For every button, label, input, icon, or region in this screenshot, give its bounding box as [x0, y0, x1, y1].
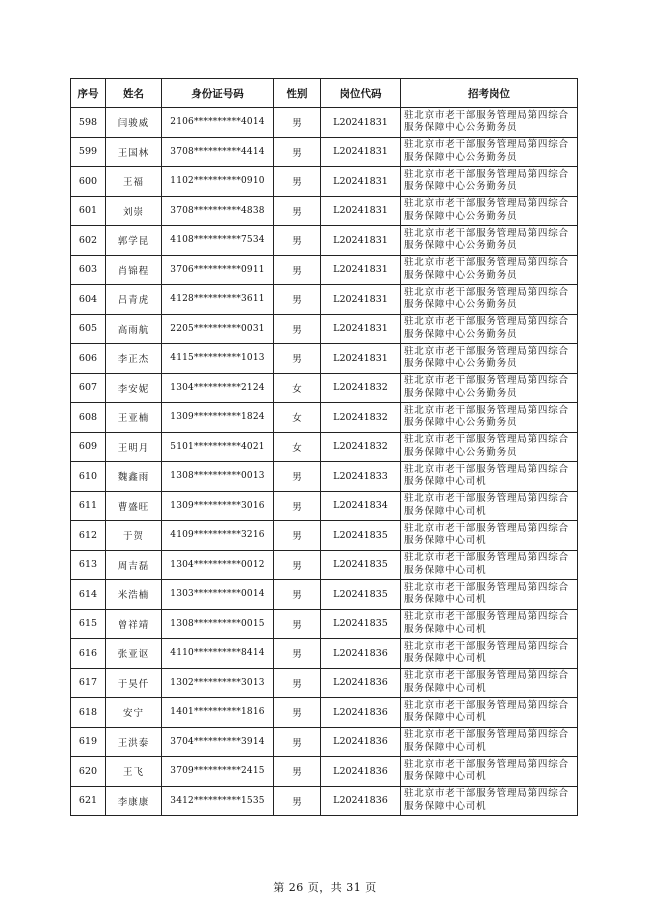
cell-serial-number: 601: [71, 196, 106, 226]
cell-serial-number: 603: [71, 255, 106, 285]
header-id-number: 身份证号码: [162, 79, 274, 108]
table-row: [71, 639, 578, 669]
cell-id-number: 2106**********4014: [162, 108, 274, 138]
cell-post-title: 驻北京市老干部服务管理局第四综合服务保障中心司机: [401, 580, 578, 610]
cell-gender: 男: [274, 137, 321, 167]
cell-post-code: L20241834: [321, 491, 401, 521]
cell-id-number: 4108**********7534: [162, 226, 274, 256]
cell-post-code: L20241836: [321, 639, 401, 669]
cell-gender: 男: [274, 314, 321, 344]
cell-id-number: 1308**********0013: [162, 462, 274, 492]
table-row: [71, 255, 578, 285]
cell-post-title: 驻北京市老干部服务管理局第四综合服务保障中心司机: [401, 609, 578, 639]
cell-name: 王福: [106, 167, 162, 197]
cell-serial-number: 614: [71, 580, 106, 610]
cell-serial-number: 605: [71, 314, 106, 344]
table-row: [71, 727, 578, 757]
cell-post-code: L20241836: [321, 698, 401, 728]
cell-gender: 男: [274, 108, 321, 138]
cell-post-title: 驻北京市老干部服务管理局第四综合服务保障中心公务勤务员: [401, 432, 578, 462]
cell-id-number: 1308**********0015: [162, 609, 274, 639]
cell-id-number: 4110**********8414: [162, 639, 274, 669]
cell-serial-number: 600: [71, 167, 106, 197]
cell-name: 肖锦程: [106, 255, 162, 285]
cell-name: 王明月: [106, 432, 162, 462]
cell-gender: 男: [274, 786, 321, 816]
cell-post-title: 驻北京市老干部服务管理局第四综合服务保障中心公务勤务员: [401, 403, 578, 433]
cell-post-code: L20241831: [321, 226, 401, 256]
cell-id-number: 5101**********4021: [162, 432, 274, 462]
cell-gender: 男: [274, 698, 321, 728]
cell-id-number: 1303**********0014: [162, 580, 274, 610]
cell-name: 安宁: [106, 698, 162, 728]
cell-gender: 女: [274, 403, 321, 433]
cell-name: 高雨航: [106, 314, 162, 344]
cell-id-number: 2205**********0031: [162, 314, 274, 344]
cell-post-title: 驻北京市老干部服务管理局第四综合服务保障中心公务勤务员: [401, 226, 578, 256]
cell-serial-number: 620: [71, 757, 106, 787]
table-row: [71, 491, 578, 521]
cell-post-title: 驻北京市老干部服务管理局第四综合服务保障中心公务勤务员: [401, 108, 578, 138]
table-row: [71, 196, 578, 226]
cell-post-title: 驻北京市老干部服务管理局第四综合服务保障中心公务勤务员: [401, 255, 578, 285]
cell-id-number: 4128**********3611: [162, 285, 274, 315]
cell-gender: 男: [274, 727, 321, 757]
cell-gender: 男: [274, 757, 321, 787]
cell-id-number: 1304**********2124: [162, 373, 274, 403]
cell-serial-number: 610: [71, 462, 106, 492]
cell-name: 于昊仟: [106, 668, 162, 698]
cell-gender: 男: [274, 668, 321, 698]
cell-serial-number: 604: [71, 285, 106, 315]
cell-post-code: L20241835: [321, 580, 401, 610]
header-post-title: 招考岗位: [401, 79, 578, 108]
cell-serial-number: 619: [71, 727, 106, 757]
cell-post-code: L20241831: [321, 196, 401, 226]
cell-serial-number: 616: [71, 639, 106, 669]
cell-name: 闫骏威: [106, 108, 162, 138]
cell-id-number: 1309**********3016: [162, 491, 274, 521]
cell-post-title: 驻北京市老干部服务管理局第四综合服务保障中心司机: [401, 668, 578, 698]
cell-gender: 男: [274, 609, 321, 639]
table-row: [71, 550, 578, 580]
cell-name: 于贺: [106, 521, 162, 551]
table-row: [71, 137, 578, 167]
cell-serial-number: 606: [71, 344, 106, 374]
cell-gender: 男: [274, 196, 321, 226]
table-row: [71, 668, 578, 698]
cell-id-number: 3412**********1535: [162, 786, 274, 816]
cell-post-code: L20241832: [321, 403, 401, 433]
cell-serial-number: 612: [71, 521, 106, 551]
cell-name: 曹盛旺: [106, 491, 162, 521]
table-row: [71, 609, 578, 639]
cell-id-number: 1309**********1824: [162, 403, 274, 433]
cell-name: 刘崇: [106, 196, 162, 226]
cell-post-code: L20241831: [321, 137, 401, 167]
cell-post-title: 驻北京市老干部服务管理局第四综合服务保障中心司机: [401, 550, 578, 580]
cell-gender: 男: [274, 580, 321, 610]
cell-id-number: 4109**********3216: [162, 521, 274, 551]
cell-gender: 男: [274, 521, 321, 551]
cell-id-number: 3708**********4838: [162, 196, 274, 226]
cell-post-title: 驻北京市老干部服务管理局第四综合服务保障中心司机: [401, 786, 578, 816]
cell-name: 周吉磊: [106, 550, 162, 580]
cell-serial-number: 599: [71, 137, 106, 167]
cell-name: 李正杰: [106, 344, 162, 374]
cell-name: 郭学昆: [106, 226, 162, 256]
cell-name: 李康康: [106, 786, 162, 816]
cell-name: 米浩楠: [106, 580, 162, 610]
table-row: [71, 226, 578, 256]
cell-name: 王国林: [106, 137, 162, 167]
cell-serial-number: 609: [71, 432, 106, 462]
cell-post-code: L20241835: [321, 550, 401, 580]
cell-serial-number: 608: [71, 403, 106, 433]
cell-gender: 男: [274, 285, 321, 315]
cell-post-title: 驻北京市老干部服务管理局第四综合服务保障中心公务勤务员: [401, 285, 578, 315]
cell-name: 吕青虎: [106, 285, 162, 315]
cell-gender: 男: [274, 550, 321, 580]
header-serial-number: 序号: [71, 79, 106, 108]
cell-post-title: 驻北京市老干部服务管理局第四综合服务保障中心司机: [401, 698, 578, 728]
table-row: [71, 786, 578, 816]
cell-post-code: L20241835: [321, 609, 401, 639]
cell-id-number: 1304**********0012: [162, 550, 274, 580]
cell-post-code: L20241836: [321, 727, 401, 757]
cell-name: 王飞: [106, 757, 162, 787]
cell-serial-number: 617: [71, 668, 106, 698]
cell-post-code: L20241835: [321, 521, 401, 551]
cell-gender: 男: [274, 255, 321, 285]
cell-post-code: L20241831: [321, 314, 401, 344]
cell-id-number: 1401**********1816: [162, 698, 274, 728]
cell-name: 王亚楠: [106, 403, 162, 433]
cell-gender: 男: [274, 639, 321, 669]
cell-post-title: 驻北京市老干部服务管理局第四综合服务保障中心公务勤务员: [401, 137, 578, 167]
page-number: 第 26 页，共 31 页: [273, 881, 377, 894]
cell-post-code: L20241831: [321, 167, 401, 197]
cell-post-title: 驻北京市老干部服务管理局第四综合服务保障中心司机: [401, 521, 578, 551]
cell-post-code: L20241831: [321, 344, 401, 374]
cell-gender: 女: [274, 432, 321, 462]
cell-post-code: L20241833: [321, 462, 401, 492]
cell-id-number: 1102**********0910: [162, 167, 274, 197]
cell-post-title: 驻北京市老干部服务管理局第四综合服务保障中心公务勤务员: [401, 344, 578, 374]
cell-gender: 男: [274, 462, 321, 492]
table-body: [71, 108, 578, 816]
table-row: [71, 285, 578, 315]
table-row: [71, 403, 578, 433]
header-name: 姓名: [106, 79, 162, 108]
table-header-row: [71, 79, 578, 108]
cell-name: 李安妮: [106, 373, 162, 403]
table-row: [71, 108, 578, 138]
cell-name: 张亚讴: [106, 639, 162, 669]
cell-gender: 男: [274, 491, 321, 521]
cell-name: 曾祥靖: [106, 609, 162, 639]
cell-post-code: L20241832: [321, 432, 401, 462]
cell-id-number: 3709**********2415: [162, 757, 274, 787]
cell-post-code: L20241831: [321, 108, 401, 138]
table-row: [71, 580, 578, 610]
cell-id-number: 3704**********3914: [162, 727, 274, 757]
cell-post-title: 驻北京市老干部服务管理局第四综合服务保障中心司机: [401, 462, 578, 492]
header-post-code: 岗位代码: [321, 79, 401, 108]
cell-serial-number: 611: [71, 491, 106, 521]
cell-post-title: 驻北京市老干部服务管理局第四综合服务保障中心公务勤务员: [401, 167, 578, 197]
table-row: [71, 698, 578, 728]
table-row: [71, 432, 578, 462]
cell-post-code: L20241836: [321, 786, 401, 816]
cell-post-code: L20241831: [321, 285, 401, 315]
cell-post-title: 驻北京市老干部服务管理局第四综合服务保障中心司机: [401, 639, 578, 669]
cell-serial-number: 607: [71, 373, 106, 403]
cell-id-number: 3706**********0911: [162, 255, 274, 285]
cell-post-code: L20241836: [321, 757, 401, 787]
cell-gender: 女: [274, 373, 321, 403]
cell-post-title: 驻北京市老干部服务管理局第四综合服务保障中心公务勤务员: [401, 314, 578, 344]
cell-post-code: L20241836: [321, 668, 401, 698]
cell-serial-number: 618: [71, 698, 106, 728]
cell-gender: 男: [274, 167, 321, 197]
table-row: [71, 344, 578, 374]
cell-post-title: 驻北京市老干部服务管理局第四综合服务保障中心公务勤务员: [401, 373, 578, 403]
table-row: [71, 521, 578, 551]
cell-post-title: 驻北京市老干部服务管理局第四综合服务保障中心司机: [401, 757, 578, 787]
cell-gender: 男: [274, 226, 321, 256]
cell-serial-number: 615: [71, 609, 106, 639]
cell-post-title: 驻北京市老干部服务管理局第四综合服务保障中心司机: [401, 491, 578, 521]
table-row: [71, 373, 578, 403]
cell-id-number: 3708**********4414: [162, 137, 274, 167]
table-row: [71, 167, 578, 197]
candidate-table: [70, 78, 578, 816]
cell-post-code: L20241832: [321, 373, 401, 403]
cell-serial-number: 621: [71, 786, 106, 816]
cell-post-title: 驻北京市老干部服务管理局第四综合服务保障中心司机: [401, 727, 578, 757]
table-row: [71, 314, 578, 344]
cell-post-title: 驻北京市老干部服务管理局第四综合服务保障中心公务勤务员: [401, 196, 578, 226]
header-gender: 性别: [274, 79, 321, 108]
cell-name: 魏鑫雨: [106, 462, 162, 492]
cell-serial-number: 613: [71, 550, 106, 580]
cell-gender: 男: [274, 344, 321, 374]
cell-serial-number: 598: [71, 108, 106, 138]
cell-id-number: 1302**********3013: [162, 668, 274, 698]
cell-name: 王洪泰: [106, 727, 162, 757]
table-row: [71, 462, 578, 492]
cell-post-code: L20241831: [321, 255, 401, 285]
table-row: [71, 757, 578, 787]
cell-id-number: 4115**********1013: [162, 344, 274, 374]
cell-serial-number: 602: [71, 226, 106, 256]
